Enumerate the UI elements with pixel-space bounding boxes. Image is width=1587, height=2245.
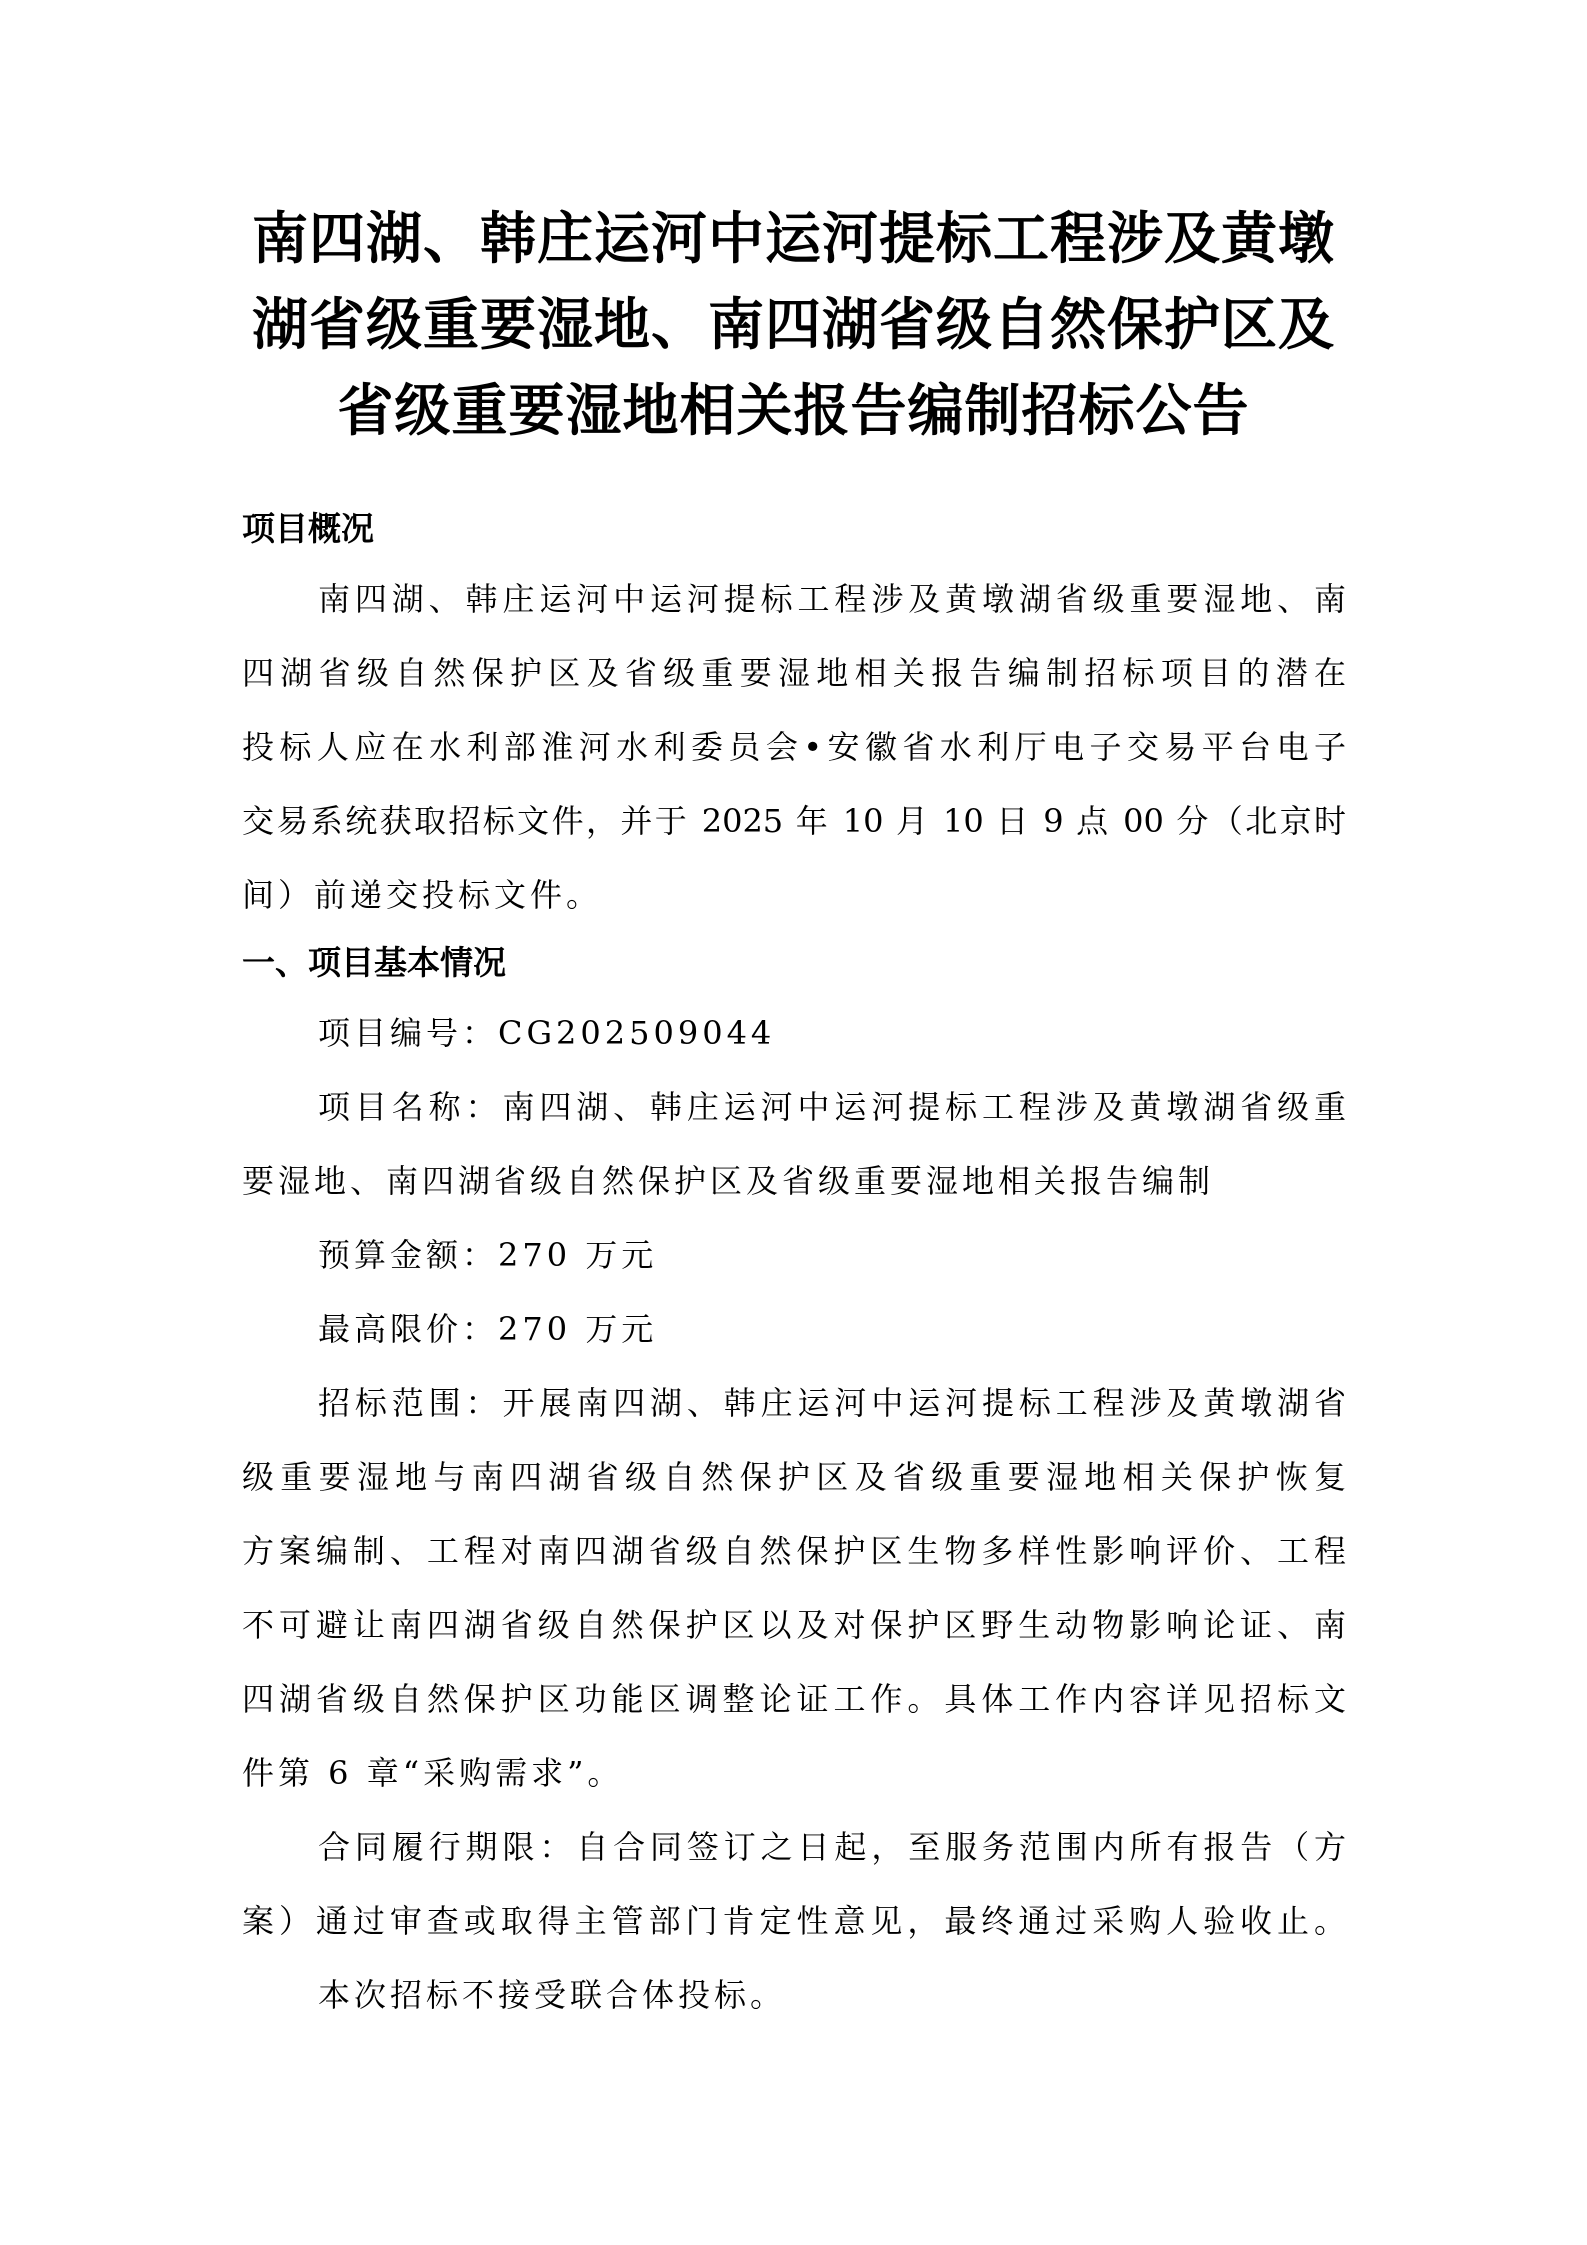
- project-number: [242, 996, 1346, 1070]
- document-body: [242, 498, 1346, 2032]
- scope-line-3: 方案编制、工程对南四湖省级自然保护区生物多样性影响评价、工程: [242, 1532, 1346, 1570]
- project-name-line-2: 要湿地、南四湖省级自然保护区及省级重要湿地相关报告编制: [242, 1162, 1215, 1200]
- overview-heading: 项目概况: [242, 509, 374, 548]
- overview-line-5: 间）前递交投标文件。: [242, 876, 603, 914]
- consortium-note-line: 本次招标不接受联合体投标。: [318, 1976, 787, 2014]
- scope-line-4: 不可避让南四湖省级自然保护区以及对保护区野生动物影响论证、南: [242, 1606, 1346, 1644]
- budget-line: 预算金额：270 万元: [318, 1236, 658, 1274]
- overview-line-3: 投标人应在水利部淮河水利委员会•安徽省水利厅电子交易平台电子: [242, 728, 1346, 766]
- consortium-note: [242, 1958, 1346, 2032]
- contract-period: [242, 1810, 1346, 1958]
- overview-line-2: 四湖省级自然保护区及省级重要湿地相关报告编制招标项目的潜在: [242, 654, 1346, 692]
- scope: [242, 1366, 1346, 1810]
- title-line-1: 南四湖、韩庄运河中运河提标工程涉及黄墩: [252, 206, 1335, 272]
- title-line-2: 湖省级重要湿地、南四湖省级自然保护区及: [252, 292, 1335, 358]
- contract-period-line-2: 案）通过审查或取得主管部门肯定性意见，最终通过采购人验收止。: [242, 1902, 1346, 1940]
- project-name: [242, 1070, 1346, 1218]
- project-name-line-1: 项目名称：南四湖、韩庄运河中运河提标工程涉及黄墩湖省级重: [318, 1088, 1346, 1126]
- overview-line-4: 交易系统获取招标文件，并于 2025 年 10 月 10 日 9 点 00 分（北京时: [242, 802, 1346, 840]
- document-title: [200, 196, 1387, 454]
- overview-paragraph: [242, 562, 1346, 932]
- basic-info-heading: 一、项目基本情况: [242, 943, 506, 982]
- max-price-line: 最高限价：270 万元: [318, 1310, 658, 1348]
- scope-line-6: 件第 6 章“采购需求”。: [242, 1754, 624, 1792]
- scope-line-1: 招标范围：开展南四湖、韩庄运河中运河提标工程涉及黄墩湖省: [318, 1384, 1346, 1422]
- scope-line-2: 级重要湿地与南四湖省级自然保护区及省级重要湿地相关保护恢复: [242, 1458, 1346, 1496]
- budget: [242, 1218, 1346, 1292]
- overview-line-1: 南四湖、韩庄运河中运河提标工程涉及黄墩湖省级重要湿地、南: [318, 580, 1346, 618]
- contract-period-line-1: 合同履行期限：自合同签订之日起，至服务范围内所有报告（方: [318, 1828, 1346, 1866]
- max-price: [242, 1292, 1346, 1366]
- scope-line-5: 四湖省级自然保护区功能区调整论证工作。具体工作内容详见招标文: [242, 1680, 1346, 1718]
- title-line-3: 省级重要湿地相关报告编制招标公告: [337, 378, 1250, 444]
- project-number-line: 项目编号：CG202509044: [318, 1014, 776, 1052]
